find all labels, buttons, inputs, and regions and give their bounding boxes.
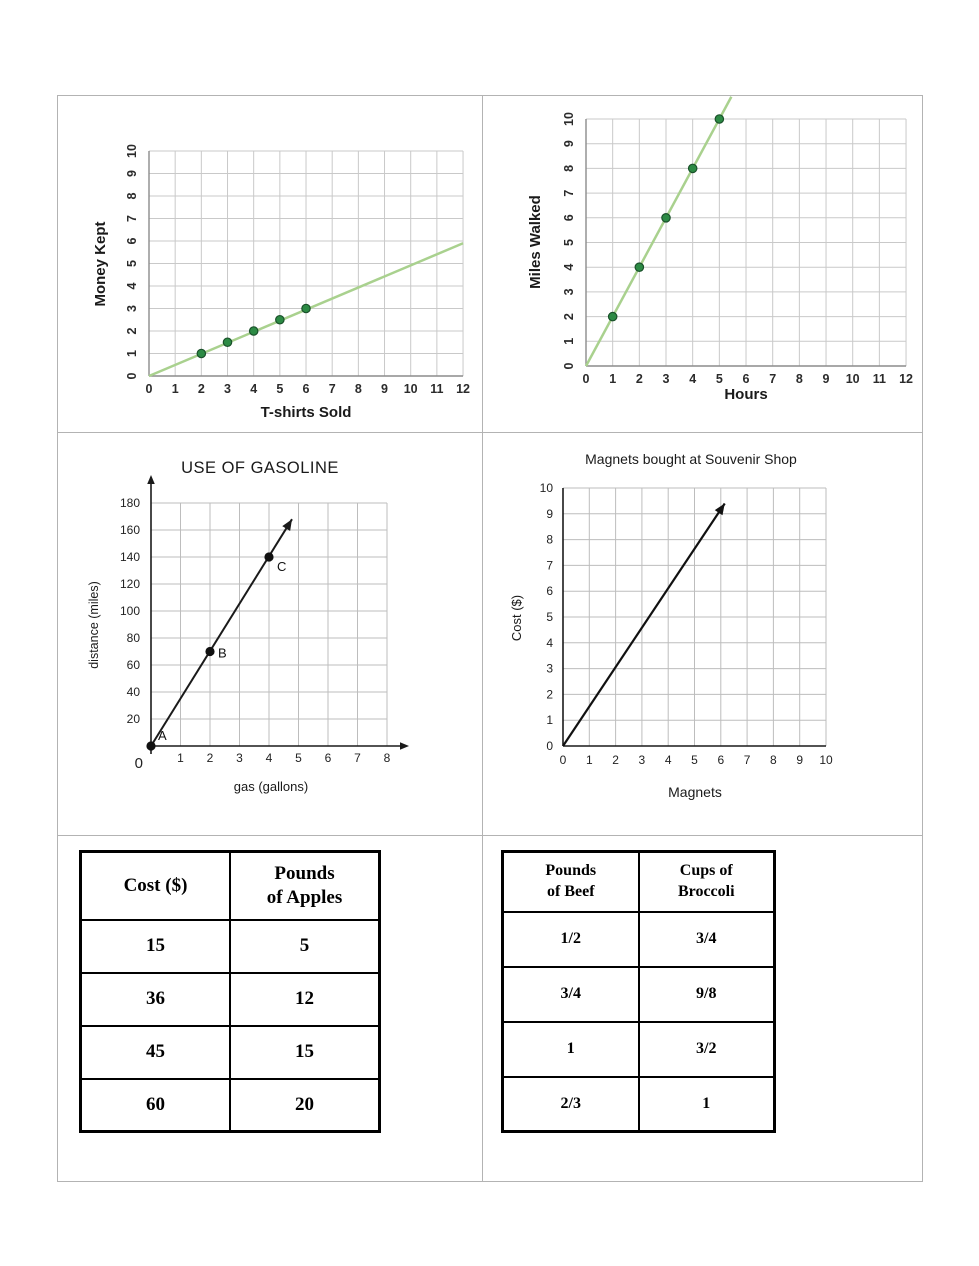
data-point — [662, 214, 670, 222]
y-tick-label: 9 — [562, 140, 576, 148]
x-tick-label: 11 — [872, 372, 886, 386]
arrowhead — [400, 742, 409, 750]
y-tick-label: 180 — [119, 496, 140, 510]
x-tick-label: 1 — [609, 372, 617, 386]
tshirts-chart — [58, 96, 482, 432]
x-tick-label: 8 — [383, 751, 391, 765]
y-axis-label: Cost ($) — [509, 594, 524, 642]
table-cell: 15 — [230, 1026, 380, 1079]
x-tick-label: 6 — [717, 753, 725, 767]
x-tick-label: 8 — [354, 382, 362, 396]
origin-label: 0 — [134, 755, 143, 772]
data-point — [206, 648, 214, 656]
data-point — [688, 164, 696, 172]
x-axis-label: Magnets — [668, 784, 722, 800]
x-tick-label: 10 — [845, 372, 860, 386]
y-tick-label: 1 — [562, 337, 576, 345]
data-point — [715, 115, 723, 123]
y-tick-label: 2 — [562, 313, 576, 321]
x-tick-label: 5 — [691, 753, 698, 767]
apples-table-host — [58, 850, 482, 1133]
y-tick-label: 140 — [119, 550, 140, 564]
arrowhead — [715, 501, 729, 515]
y-tick-label: 4 — [546, 635, 553, 650]
data-point — [197, 349, 205, 357]
data-point — [147, 742, 155, 750]
y-tick-label: 7 — [125, 215, 139, 222]
y-tick-label: 3 — [546, 661, 553, 676]
point-label-B: B — [218, 645, 227, 661]
y-tick-label: 0 — [562, 362, 576, 370]
data-point — [223, 338, 231, 346]
panel-tshirts-chart — [58, 96, 483, 433]
x-tick-label: 1 — [177, 751, 184, 765]
x-tick-label: 9 — [822, 372, 830, 386]
x-tick-label: 4 — [664, 753, 672, 767]
table-cell: 9/8 — [639, 967, 775, 1022]
y-tick-label: 9 — [546, 506, 553, 521]
x-tick-label: 8 — [770, 753, 777, 767]
y-tick-label: 2 — [125, 327, 139, 335]
table-cell: 3/4 — [503, 967, 639, 1022]
table-cell: 1/2 — [503, 912, 639, 967]
x-tick-label: 0 — [582, 372, 590, 386]
panel-beef-table — [483, 836, 922, 1181]
y-tick-label: 3 — [125, 305, 139, 312]
x-axis-label: gas (gallons) — [233, 779, 309, 794]
y-axis-label: Money Kept — [92, 221, 109, 307]
x-tick-label: 7 — [743, 753, 751, 767]
panel-hours-chart — [483, 96, 922, 433]
table-cell: 1 — [503, 1022, 639, 1077]
x-tick-label: 1 — [585, 753, 593, 767]
x-tick-label: 1 — [171, 382, 179, 396]
x-tick-label: 5 — [715, 372, 723, 386]
y-tick-label: 2 — [546, 687, 553, 702]
x-tick-label: 2 — [635, 372, 643, 386]
x-tick-label: 11 — [430, 382, 444, 396]
table-cell: 60 — [81, 1079, 231, 1132]
panel-gasoline-chart — [58, 433, 483, 836]
table-cell: 2/3 — [503, 1077, 639, 1132]
table-cell: 36 — [81, 973, 231, 1026]
x-axis-label: T-shirts Sold — [260, 404, 352, 421]
data-point — [302, 304, 310, 312]
hours-chart — [483, 96, 922, 432]
panel-magnets-chart — [483, 433, 922, 836]
x-tick-label: 2 — [197, 382, 205, 396]
beef_table — [501, 850, 776, 1133]
y-tick-label: 60 — [126, 658, 140, 672]
x-tick-label: 9 — [381, 382, 389, 396]
y-tick-label: 10 — [562, 112, 576, 126]
table-header-row — [503, 852, 775, 912]
y-tick-label: 7 — [562, 189, 576, 197]
y-tick-label: 10 — [539, 481, 553, 495]
apples_table — [79, 850, 381, 1133]
table-row — [81, 920, 380, 973]
table-row — [81, 973, 380, 1026]
table-row — [81, 1026, 380, 1079]
x-axis-label: Hours — [724, 386, 768, 403]
y-tick-label: 6 — [562, 214, 576, 222]
gasoline-chart — [58, 433, 482, 835]
y-tick-label: 3 — [562, 288, 576, 296]
x-tick-label: 3 — [638, 753, 646, 767]
x-tick-label: 0 — [145, 382, 153, 396]
table-header-row — [81, 852, 380, 920]
y-tick-label: 1 — [546, 713, 553, 728]
y-tick-label: 160 — [119, 523, 140, 537]
table-cell: 5 — [230, 920, 380, 973]
beef-table-host — [483, 850, 922, 1133]
y-tick-label: 7 — [546, 558, 553, 573]
table-row — [503, 1077, 775, 1132]
x-tick-label: 6 — [742, 372, 750, 386]
x-tick-label: 6 — [324, 751, 332, 765]
y-tick-label: 10 — [125, 144, 139, 158]
table-cell: 15 — [81, 920, 231, 973]
y-tick-label: 5 — [562, 239, 576, 246]
chart-title: Magnets bought at Souvenir Shop — [585, 451, 797, 467]
x-tick-label: 4 — [265, 751, 273, 765]
y-tick-label: 6 — [125, 237, 139, 245]
y-tick-label: 8 — [546, 532, 553, 547]
data-point — [608, 312, 616, 320]
x-tick-label: 7 — [769, 372, 777, 386]
y-tick-label: 40 — [126, 685, 140, 699]
x-tick-label: 6 — [302, 382, 310, 396]
x-tick-label: 3 — [236, 751, 243, 765]
table-cell: 12 — [230, 973, 380, 1026]
table-cell: 3/2 — [639, 1022, 775, 1077]
magnets-chart — [483, 433, 922, 835]
y-tick-label: 8 — [562, 164, 576, 172]
y-tick-label: 5 — [125, 260, 139, 267]
magnets-svg — [483, 433, 921, 835]
table-row — [81, 1079, 380, 1132]
table-row — [503, 1022, 775, 1077]
y-tick-label: 5 — [546, 610, 553, 624]
arrowhead — [282, 517, 296, 531]
table-cell: 45 — [81, 1026, 231, 1079]
data-point — [265, 553, 273, 561]
point-label-A: A — [158, 728, 167, 743]
x-tick-label: 7 — [328, 382, 336, 396]
y-tick-label: 4 — [562, 263, 576, 271]
arrowhead — [147, 475, 155, 484]
y-tick-label: 9 — [125, 170, 139, 177]
x-tick-label: 9 — [796, 753, 804, 767]
table-cell: 3/4 — [639, 912, 775, 967]
x-tick-label: 5 — [295, 751, 302, 765]
y-axis-label: distance (miles) — [87, 581, 101, 669]
x-tick-label: 2 — [206, 751, 214, 765]
y-tick-label: 0 — [546, 739, 553, 753]
table-row — [503, 967, 775, 1022]
point-label-C: C — [277, 559, 287, 574]
x-tick-label: 2 — [612, 753, 619, 767]
x-tick-label: 0 — [559, 753, 567, 767]
x-tick-label: 10 — [403, 382, 418, 396]
y-tick-label: 1 — [125, 350, 139, 357]
chart-title: USE OF GASOLINE — [181, 459, 339, 477]
data-point — [249, 327, 257, 335]
y-tick-label: 6 — [546, 584, 553, 599]
worksheet-grid — [57, 95, 923, 1182]
column-header: Cups of Broccoli — [639, 852, 775, 912]
y-tick-label: 80 — [126, 631, 140, 645]
x-tick-label: 7 — [354, 751, 361, 765]
x-tick-label: 3 — [224, 382, 231, 396]
panel-apples-table — [58, 836, 483, 1181]
data-line — [586, 97, 731, 366]
x-tick-label: 12 — [456, 382, 470, 396]
y-tick-label: 0 — [125, 372, 139, 380]
x-tick-label: 4 — [689, 372, 697, 386]
y-tick-label: 120 — [119, 577, 140, 591]
column-header: Pounds of Beef — [503, 852, 639, 912]
column-header: Pounds of Apples — [230, 852, 380, 920]
data-point — [276, 316, 284, 324]
gasoline-svg — [58, 433, 482, 835]
table-cell: 20 — [230, 1079, 380, 1132]
y-tick-label: 8 — [125, 192, 139, 200]
data-point — [635, 263, 643, 271]
x-tick-label: 3 — [662, 372, 670, 386]
x-tick-label: 4 — [250, 382, 258, 396]
x-tick-label: 10 — [819, 753, 833, 767]
x-tick-label: 8 — [795, 372, 803, 386]
y-tick-label: 100 — [119, 604, 140, 618]
hours-svg — [483, 96, 921, 432]
x-tick-label: 5 — [276, 382, 284, 396]
column-header: Cost ($) — [81, 852, 231, 920]
y-axis-label: Miles Walked — [527, 195, 544, 289]
tshirts-svg — [58, 96, 482, 432]
x-tick-label: 12 — [899, 372, 913, 386]
table-cell: 1 — [639, 1077, 775, 1132]
y-tick-label: 20 — [126, 712, 140, 726]
y-tick-label: 4 — [125, 282, 139, 290]
table-row — [503, 912, 775, 967]
